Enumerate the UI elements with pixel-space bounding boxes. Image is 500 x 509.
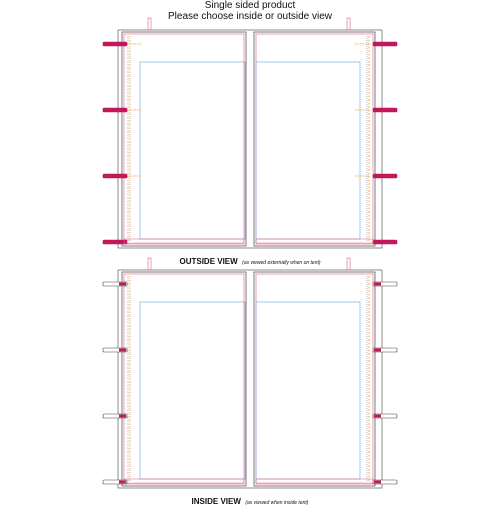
inside-right-panel-outline: [254, 272, 375, 486]
outside-side-tab-right-2: [373, 108, 397, 112]
outside-hang-tab-right: [347, 18, 350, 30]
outside-side-tab-left-3: [103, 174, 127, 178]
inside-view-group: [103, 258, 397, 488]
inside-bottom-band-right: [256, 479, 373, 483]
inside-side-tab-clip-right-1: [374, 283, 381, 286]
outside-right-panel-safe-area: [256, 62, 360, 239]
outside-view-note: (as viewed externally when on tent): [242, 260, 321, 266]
outside-right-panel-bleed-line: [256, 34, 373, 244]
outside-view-label: OUTSIDE VIEW: [179, 257, 238, 266]
outside-side-tab-right-3: [373, 174, 397, 178]
inside-view-caption: [0, 491, 500, 509]
outside-side-tab-right-1: [373, 42, 397, 46]
inside-side-tab-clip-left-2: [119, 349, 126, 352]
outside-side-tab-left-1: [103, 42, 127, 46]
outside-view-caption: [0, 251, 500, 269]
outside-left-panel-outline: [122, 32, 246, 246]
outside-side-tab-left-4: [103, 240, 127, 244]
inside-left-panel-bleed-line: [124, 274, 244, 484]
outside-left-panel-safe-area: [140, 62, 245, 239]
outside-outer-frame: [118, 30, 382, 248]
inside-side-tab-clip-left-1: [119, 283, 126, 286]
inside-left-panel-safe-area: [140, 302, 245, 479]
outside-view-group: [103, 18, 397, 248]
outside-side-tab-left-2: [103, 108, 127, 112]
inside-side-tab-clip-left-3: [119, 415, 126, 418]
outside-bottom-band-right: [256, 239, 373, 243]
outside-hang-tab-left: [148, 18, 151, 30]
inside-left-panel-outline: [122, 272, 246, 486]
inside-side-tab-clip-right-3: [374, 415, 381, 418]
outside-right-panel-outline: [254, 32, 375, 246]
diagram-title-line-1: Single sided product: [204, 0, 296, 11]
inside-right-panel-safe-area: [256, 302, 360, 479]
diagram-title-line-2: Please choose inside or outside view: [168, 11, 332, 22]
outside-left-panel-bleed-line: [124, 34, 244, 244]
inside-bottom-band-left: [124, 479, 244, 483]
outside-bottom-band-left: [124, 239, 244, 243]
inside-view-note: (as viewed when inside tent): [245, 500, 309, 506]
inside-side-tab-clip-right-2: [374, 349, 381, 352]
inside-right-panel-bleed-line: [256, 274, 373, 484]
inside-side-tab-clip-right-4: [374, 481, 381, 484]
outside-side-tab-right-4: [373, 240, 397, 244]
inside-outer-frame: [118, 270, 382, 488]
inside-view-label: INSIDE VIEW: [191, 497, 241, 506]
